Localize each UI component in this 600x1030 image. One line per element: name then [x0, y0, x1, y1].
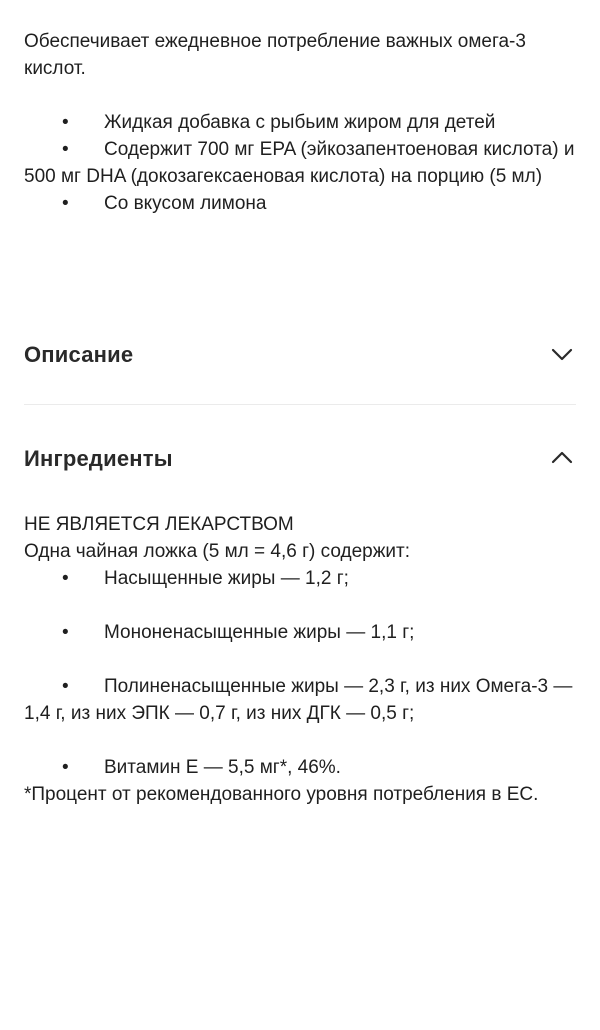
chevron-down-icon[interactable] — [548, 340, 576, 368]
ingredients-accordion-header[interactable] — [24, 405, 576, 511]
ingredients-title: Ингредиенты — [24, 445, 173, 471]
product-intro — [24, 0, 576, 217]
list-item: • Насыщенные жиры — 1,2 г; — [24, 565, 576, 592]
serving-info: Одна чайная ложка (5 мл = 4,6 г) содержит: — [24, 541, 411, 562]
description-title: Описание — [24, 341, 134, 367]
list-item: • Мононенасыщенные жиры — 1,1 г; — [24, 619, 576, 646]
chevron-up-icon[interactable] — [548, 444, 576, 472]
footnote: *Процент от рекомендованного уровня потребления в ЕС. — [24, 784, 539, 805]
list-item: • Содержит 700 мг EPA (эйкозапентоеновая кислота) и 500 мг DHA (докозагексаеновая кислота) на порцию (5 мл) — [24, 136, 576, 190]
intro-text: Обеспечивает ежедневное потребление важных омега-3 кислот. — [24, 31, 526, 79]
list-item: • Витамин Е — 5,5 мг*, 46%. — [24, 754, 576, 781]
not-a-drug-notice: НЕ ЯВЛЯЕТСЯ ЛЕКАРСТВОМ — [24, 514, 294, 535]
intro-bullet-list — [24, 109, 576, 217]
ingredients-list — [24, 565, 576, 781]
ingredients-content — [24, 511, 576, 808]
list-item: • Со вкусом лимона — [24, 190, 576, 217]
list-item: • Жидкая добавка с рыбьим жиром для детей — [24, 109, 576, 136]
description-accordion-header[interactable] — [24, 304, 576, 404]
list-item: • Полиненасыщенные жиры — 2,3 г, из них Омега-3 — 1,4 г, из них ЭПК — 0,7 г, из них ДГК — 0,5 г; — [24, 673, 576, 727]
